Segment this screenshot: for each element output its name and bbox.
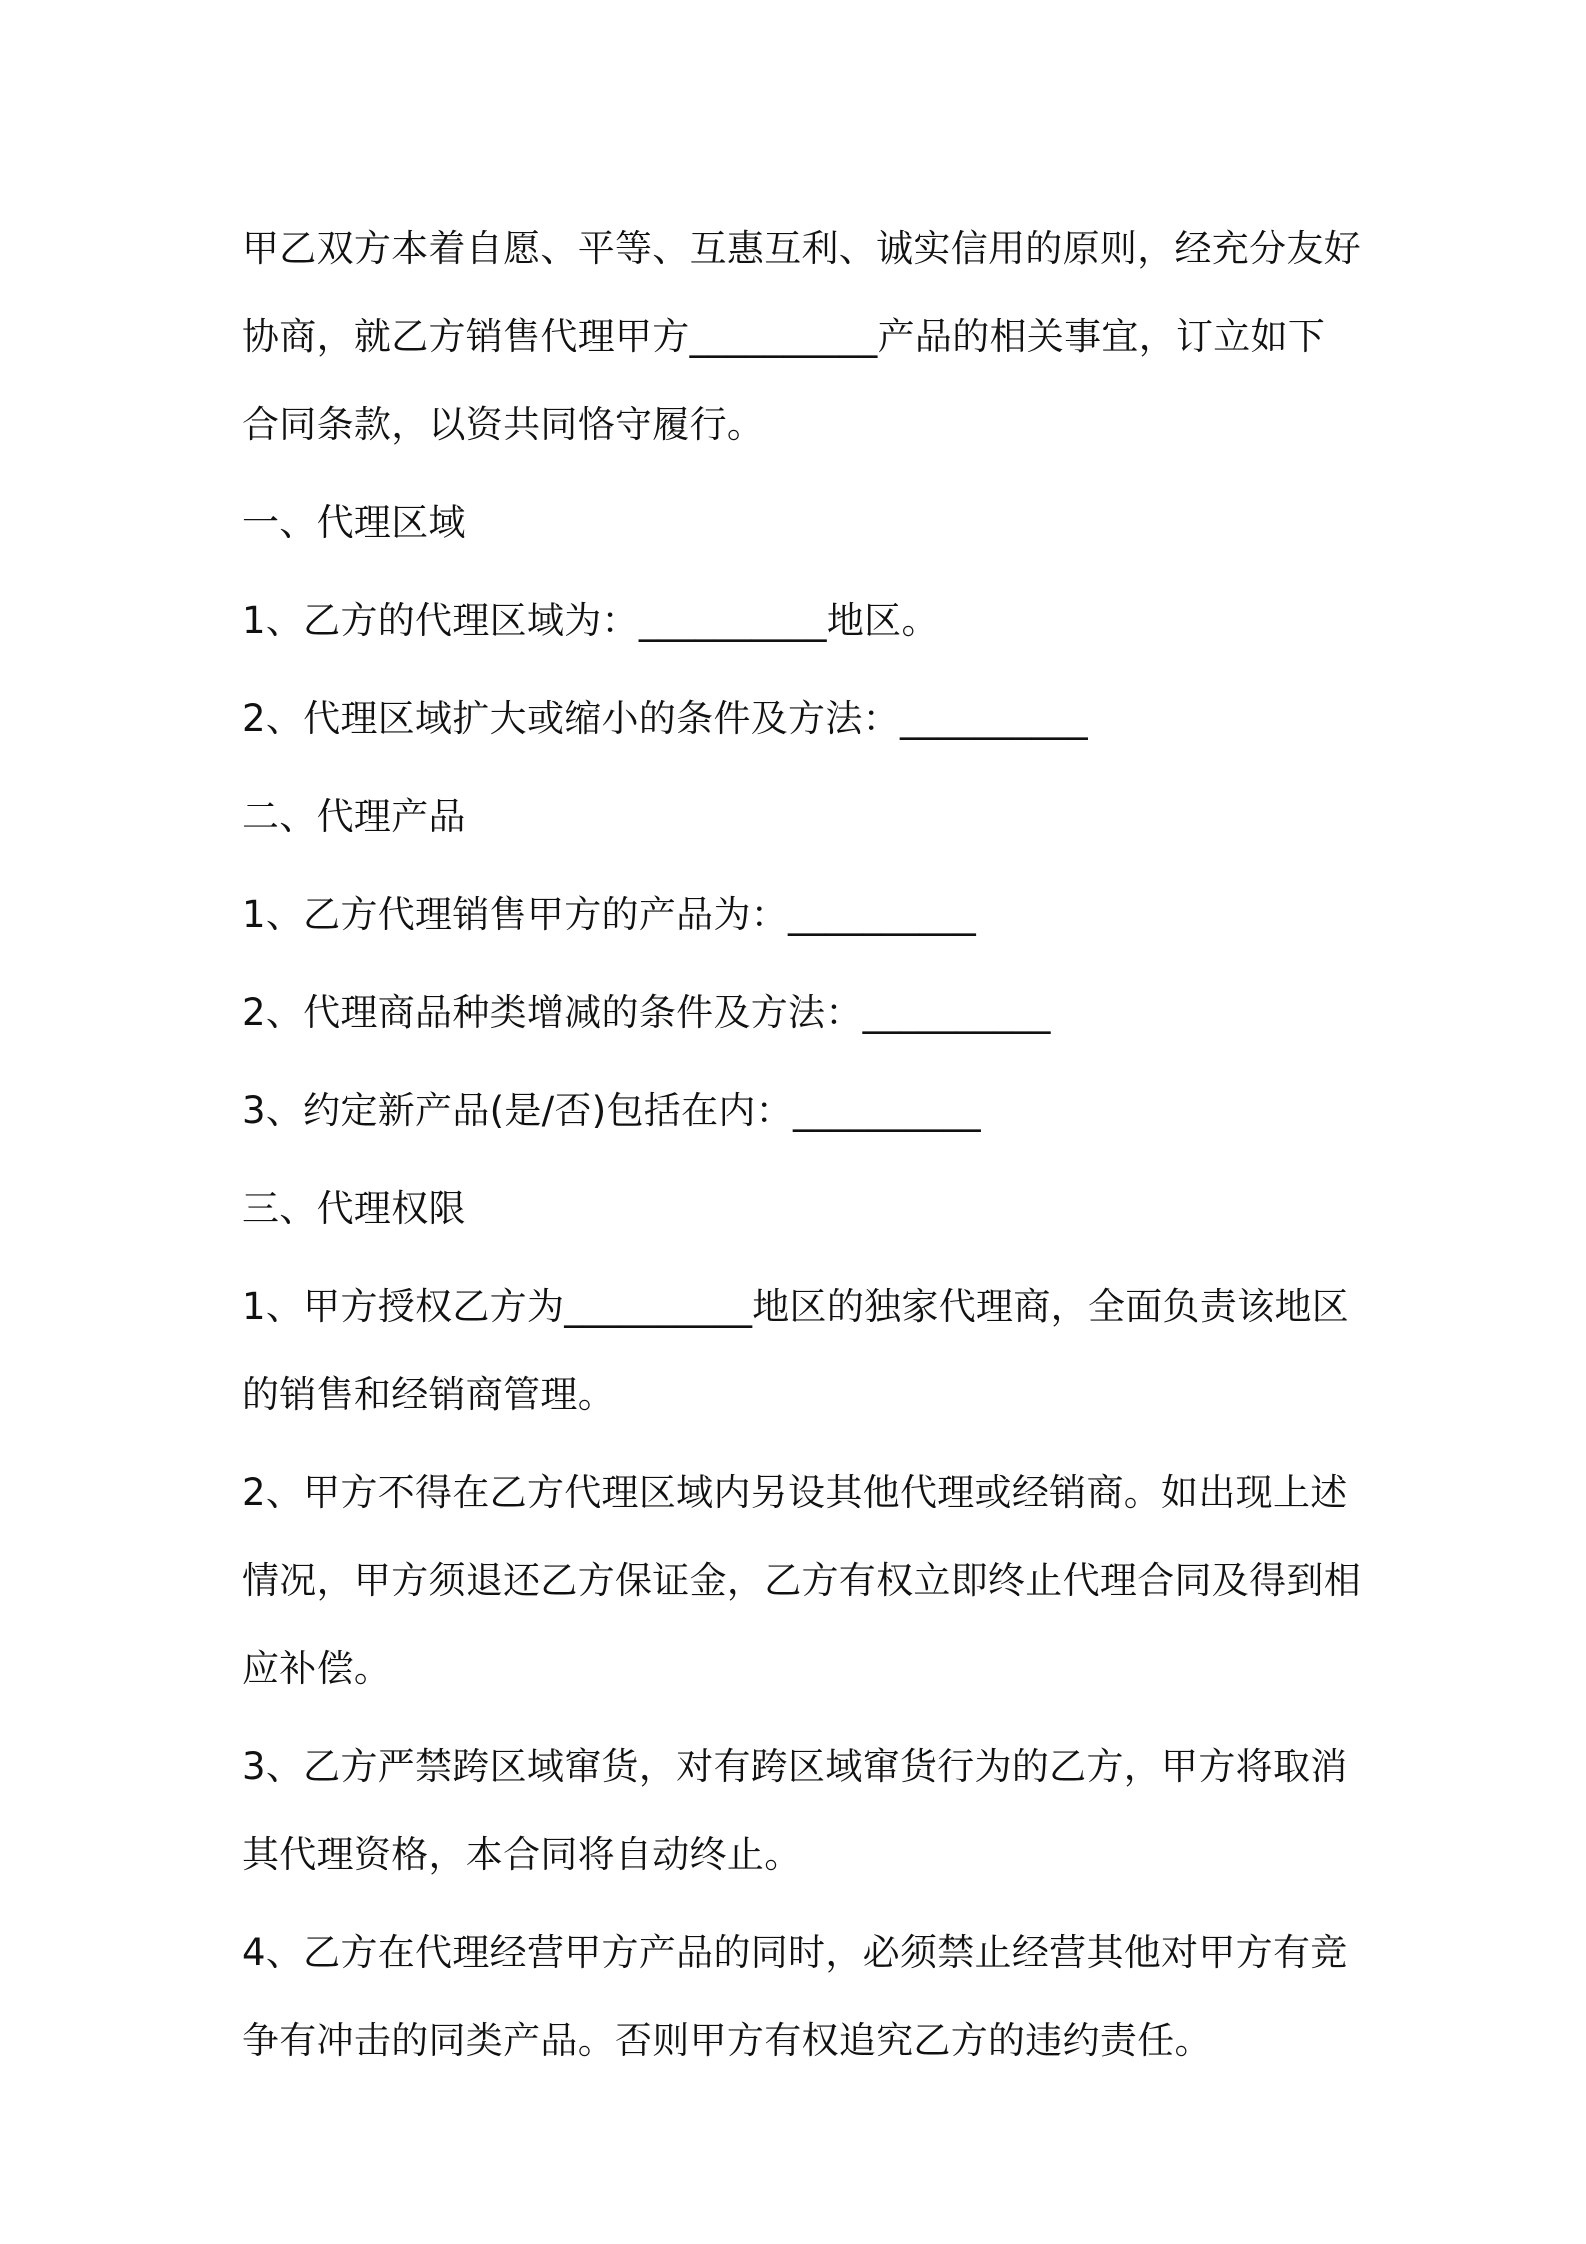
section-heading-agency-authority: 三、代理权限: [242, 1187, 466, 1230]
clause-paragraph: 1、乙方代理销售甲方的产品为：__________: [242, 893, 977, 936]
clause-paragraph: 1、乙方的代理区域为：__________地区。: [242, 599, 939, 642]
clause-paragraph: 4、乙方在代理经营甲方产品的同时，必须禁止经营其他对甲方有竞争有冲击的同类产品。否则甲方有权追究乙方的违约责任。: [242, 1931, 1348, 2062]
section-heading-agency-products: 二、代理产品: [242, 795, 466, 838]
clause-paragraph: 1、甲方授权乙方为__________地区的独家代理商，全面负责该地区的销售和经销商管理。: [242, 1285, 1350, 1416]
clause-paragraph: 3、约定新产品(是/否)包括在内：__________: [242, 1089, 981, 1132]
clause-paragraph: 2、代理区域扩大或缩小的条件及方法：__________: [242, 697, 1088, 740]
section-heading-agency-area: 一、代理区域: [242, 501, 466, 544]
clause-paragraph: 2、代理商品种类增减的条件及方法：__________: [242, 991, 1051, 1034]
clause-paragraph: 3、乙方严禁跨区域窜货，对有跨区域窜货行为的乙方，甲方将取消其代理资格，本合同将自动终止。: [242, 1745, 1348, 1876]
clause-paragraph: 2、甲方不得在乙方代理区域内另设其他代理或经销商。如出现上述情况，甲方须退还乙方保证金，乙方有权立即终止代理合同及得到相应补偿。: [242, 1471, 1361, 1690]
document-body: [242, 205, 1362, 2095]
intro-paragraph: 甲乙双方本着自愿、平等、互惠互利、诚实信用的原则，经充分友好协商，就乙方销售代理甲方__________产品的相关事宜，订立如下合同条款，以资共同恪守履行。: [242, 227, 1361, 446]
